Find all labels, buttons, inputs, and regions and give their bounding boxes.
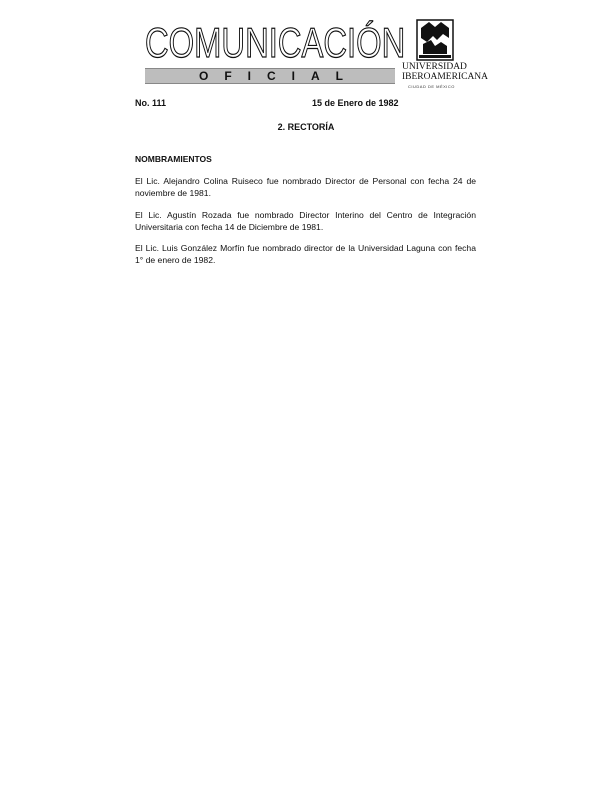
logo-text-line1: UNIVERSIDAD	[402, 62, 467, 72]
paragraph-1: El Lic. Alejandro Colina Ruiseco fue nombrado Director de Personal con fecha 24 de noviembre de 1981.	[135, 176, 476, 198]
paragraph-2: El Lic. Agustín Rozada fue nombrado Director Interino del Centro de Integración Universitaria con fecha 14 de Diciembre de 1981.	[135, 210, 476, 232]
logo-text-line2: IBEROAMERICANA	[402, 72, 489, 82]
university-logo	[402, 18, 489, 96]
content-heading: NOMBRAMIENTOS	[135, 154, 212, 164]
issue-number: No. 111	[135, 98, 167, 108]
logo-text-line3: CIUDAD DE MÉXICO	[408, 84, 455, 89]
section-title	[0, 122, 612, 132]
masthead-subtitle-bar	[145, 68, 395, 82]
issue-date: 15 de Enero de 1982	[312, 98, 399, 108]
masthead-title: COMUNICACIÓN	[145, 19, 406, 66]
paragraph-3: El Lic. Luis González Morfín fue nombrado director de la Universidad Laguna con fecha 1° de enero de 1982.	[135, 243, 476, 265]
university-seal-icon	[415, 18, 455, 62]
section-title-text: 2. RECTORÍA	[277, 122, 335, 132]
masthead-subtitle: OFICIAL	[145, 68, 395, 84]
